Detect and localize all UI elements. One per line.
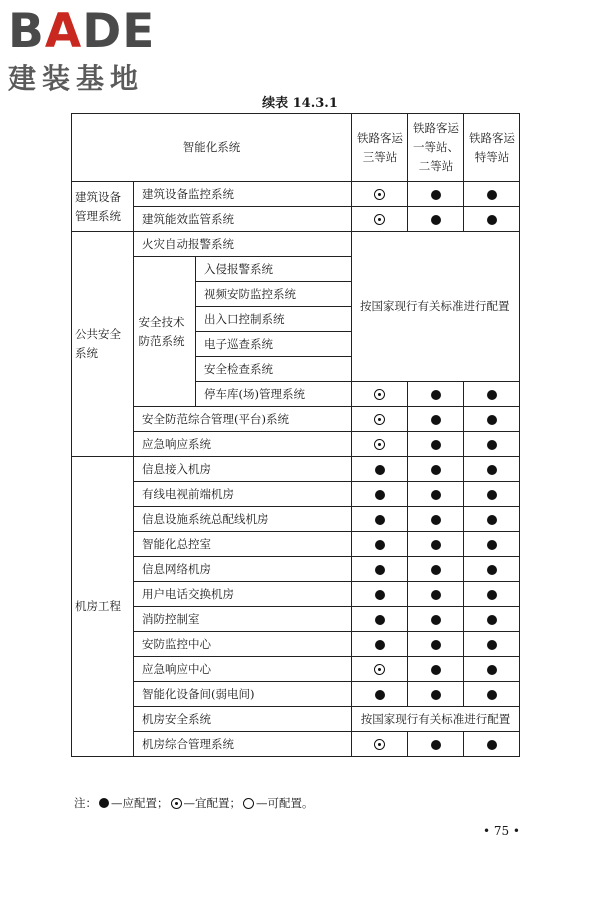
row-name: 机房安全系统 xyxy=(134,707,352,732)
table-note xyxy=(74,795,314,811)
header-class3-label: 铁路客运三等站 xyxy=(357,130,403,164)
row-name: 消防控制室 xyxy=(134,607,352,632)
required-mark-icon xyxy=(487,465,497,475)
table-row xyxy=(72,582,520,607)
note-optional: —可配置。 xyxy=(256,796,314,810)
required-mark-icon xyxy=(487,415,497,425)
row-name: 电子巡查系统 xyxy=(196,332,352,357)
cell-class12 xyxy=(408,507,464,532)
cell-class3 xyxy=(352,682,408,707)
required-mark-icon xyxy=(431,515,441,525)
page-number: • 75 • xyxy=(482,824,520,838)
cell-special xyxy=(464,632,520,657)
cell-class12 xyxy=(408,482,464,507)
required-mark-icon xyxy=(487,665,497,675)
cell-class3 xyxy=(352,457,408,482)
required-mark-icon xyxy=(99,798,109,808)
cell-special xyxy=(464,682,520,707)
required-mark-icon xyxy=(431,540,441,550)
required-mark-icon xyxy=(487,640,497,650)
required-mark-icon xyxy=(431,640,441,650)
cell-class12 xyxy=(408,682,464,707)
category-machine-room xyxy=(72,457,134,757)
required-mark-icon xyxy=(431,190,441,200)
header-special-label: 铁路客运特等站 xyxy=(469,130,515,164)
row-name: 智能化总控室 xyxy=(134,532,352,557)
required-mark-icon xyxy=(375,465,385,475)
row-name: 机房综合管理系统 xyxy=(134,732,352,757)
required-mark-icon xyxy=(487,540,497,550)
category-building-label: 建筑设备管理系统 xyxy=(75,189,121,223)
required-mark-icon xyxy=(431,465,441,475)
table-row xyxy=(72,607,520,632)
row-name: 信息接入机房 xyxy=(134,457,352,482)
required-mark-icon xyxy=(431,590,441,600)
required-mark-icon xyxy=(431,390,441,400)
cell-class12 xyxy=(408,557,464,582)
row-name: 建筑设备监控系统 xyxy=(134,182,352,207)
required-mark-icon xyxy=(487,565,497,575)
table-row xyxy=(72,432,520,457)
subcategory-security-tech-label: 安全技术防范系统 xyxy=(138,314,185,348)
required-mark-icon xyxy=(487,490,497,500)
row-name: 应急响应系统 xyxy=(134,432,352,457)
header-special xyxy=(464,114,520,182)
table-row xyxy=(72,707,520,732)
cell-special xyxy=(464,457,520,482)
cell-class3 xyxy=(352,507,408,532)
table-row xyxy=(72,732,520,757)
cell-special xyxy=(464,532,520,557)
row-name: 智能化设备间(弱电间) xyxy=(134,682,352,707)
required-mark-icon xyxy=(431,440,441,450)
table-row xyxy=(72,232,520,257)
required-mark-icon xyxy=(375,640,385,650)
table-row xyxy=(72,482,520,507)
optional-mark-icon xyxy=(243,798,254,809)
cell-class12 xyxy=(408,657,464,682)
required-mark-icon xyxy=(487,615,497,625)
recommended-mark-icon xyxy=(171,798,182,809)
row-name: 安全检查系统 xyxy=(196,357,352,382)
note-prefix: 注： xyxy=(74,796,97,810)
cell-class3 xyxy=(352,432,408,457)
row-name: 安防监控中心 xyxy=(134,632,352,657)
recommended-mark-icon xyxy=(374,389,385,400)
row-name: 信息设施系统总配线机房 xyxy=(134,507,352,532)
required-mark-icon xyxy=(431,490,441,500)
cell-class3 xyxy=(352,582,408,607)
header-system-label: 智能化系统 xyxy=(182,140,241,154)
required-mark-icon xyxy=(487,190,497,200)
category-public-safety-label: 公共安全系统 xyxy=(75,327,121,360)
recommended-mark-icon xyxy=(374,739,385,750)
cell-class3 xyxy=(352,607,408,632)
row-name: 火灾自动报警系统 xyxy=(134,232,352,257)
table-row xyxy=(72,632,520,657)
cell-class3 xyxy=(352,532,408,557)
row-name: 视频安防监控系统 xyxy=(196,282,352,307)
merged-standard-block: 按国家现行有关标准进行配置 xyxy=(352,232,520,382)
header-system xyxy=(72,114,352,182)
required-mark-icon xyxy=(431,665,441,675)
required-mark-icon xyxy=(431,615,441,625)
watermark-subtitle: 建装基地 xyxy=(8,62,145,95)
header-class3 xyxy=(352,114,408,182)
required-mark-icon xyxy=(375,690,385,700)
cell-special xyxy=(464,382,520,407)
cell-class12 xyxy=(408,182,464,207)
cell-class3 xyxy=(352,182,408,207)
cell-class3 xyxy=(352,407,408,432)
cell-class12 xyxy=(408,407,464,432)
config-table xyxy=(71,113,520,757)
cell-special xyxy=(464,582,520,607)
cell-special xyxy=(464,207,520,232)
required-mark-icon xyxy=(431,565,441,575)
cell-class12 xyxy=(408,607,464,632)
cell-class12 xyxy=(408,382,464,407)
row-name: 入侵报警系统 xyxy=(196,257,352,282)
table-row xyxy=(72,507,520,532)
table-row xyxy=(72,657,520,682)
table-row xyxy=(72,407,520,432)
cell-class3 xyxy=(352,657,408,682)
table-row xyxy=(72,682,520,707)
required-mark-icon xyxy=(375,590,385,600)
required-mark-icon xyxy=(431,415,441,425)
table-row xyxy=(72,532,520,557)
cell-special xyxy=(464,557,520,582)
row-name: 停车库(场)管理系统 xyxy=(196,382,352,407)
required-mark-icon xyxy=(431,740,441,750)
cell-class12 xyxy=(408,632,464,657)
row-name: 建筑能效监管系统 xyxy=(134,207,352,232)
row-name: 信息网络机房 xyxy=(134,557,352,582)
required-mark-icon xyxy=(487,740,497,750)
recommended-mark-icon xyxy=(374,414,385,425)
cell-special xyxy=(464,182,520,207)
recommended-mark-icon xyxy=(374,439,385,450)
cell-special xyxy=(464,432,520,457)
required-mark-icon xyxy=(375,615,385,625)
row-name: 用户电话交换机房 xyxy=(134,582,352,607)
header-class12-label: 铁路客运一等站、二等站 xyxy=(413,121,459,173)
watermark-brand-accent: A xyxy=(44,4,83,59)
cell-class3 xyxy=(352,207,408,232)
required-mark-icon xyxy=(487,440,497,450)
recommended-mark-icon xyxy=(374,664,385,675)
cell-class12 xyxy=(408,582,464,607)
required-mark-icon xyxy=(487,215,497,225)
note-required: —应配置； xyxy=(111,796,169,810)
header-class12 xyxy=(408,114,464,182)
required-mark-icon xyxy=(375,490,385,500)
cell-class3 xyxy=(352,482,408,507)
required-mark-icon xyxy=(431,690,441,700)
required-mark-icon xyxy=(375,515,385,525)
note-recommended: —宜配置； xyxy=(183,796,241,810)
table-row xyxy=(72,557,520,582)
cell-special xyxy=(464,732,520,757)
recommended-mark-icon xyxy=(374,214,385,225)
cell-class12 xyxy=(408,732,464,757)
watermark-brand: BADE xyxy=(8,4,156,59)
merged-standard-row: 按国家现行有关标准进行配置 xyxy=(352,707,520,732)
required-mark-icon xyxy=(487,690,497,700)
watermark-logo xyxy=(8,6,188,96)
cell-class3 xyxy=(352,732,408,757)
cell-class12 xyxy=(408,457,464,482)
cell-class12 xyxy=(408,207,464,232)
cell-special xyxy=(464,482,520,507)
cell-special xyxy=(464,657,520,682)
required-mark-icon xyxy=(375,540,385,550)
cell-class12 xyxy=(408,532,464,557)
table-header-row xyxy=(72,114,520,182)
category-machine-room-label: 机房工程 xyxy=(75,599,121,613)
cell-class3 xyxy=(352,632,408,657)
recommended-mark-icon xyxy=(374,189,385,200)
row-name: 出入口控制系统 xyxy=(196,307,352,332)
cell-class12 xyxy=(408,432,464,457)
cell-special xyxy=(464,507,520,532)
cell-class3 xyxy=(352,382,408,407)
subcategory-security-tech xyxy=(134,257,196,407)
required-mark-icon xyxy=(487,515,497,525)
required-mark-icon xyxy=(487,390,497,400)
category-public-safety xyxy=(72,232,134,457)
table-caption: 续表 14.3.1 xyxy=(262,96,338,111)
cell-special xyxy=(464,607,520,632)
cell-class3 xyxy=(352,557,408,582)
required-mark-icon xyxy=(375,565,385,575)
row-name: 有线电视前端机房 xyxy=(134,482,352,507)
table-row xyxy=(72,457,520,482)
category-building xyxy=(72,182,134,232)
row-name: 安全防范综合管理(平台)系统 xyxy=(134,407,352,432)
required-mark-icon xyxy=(487,590,497,600)
table-row xyxy=(72,207,520,232)
required-mark-icon xyxy=(431,215,441,225)
cell-special xyxy=(464,407,520,432)
table-row xyxy=(72,182,520,207)
row-name: 应急响应中心 xyxy=(134,657,352,682)
